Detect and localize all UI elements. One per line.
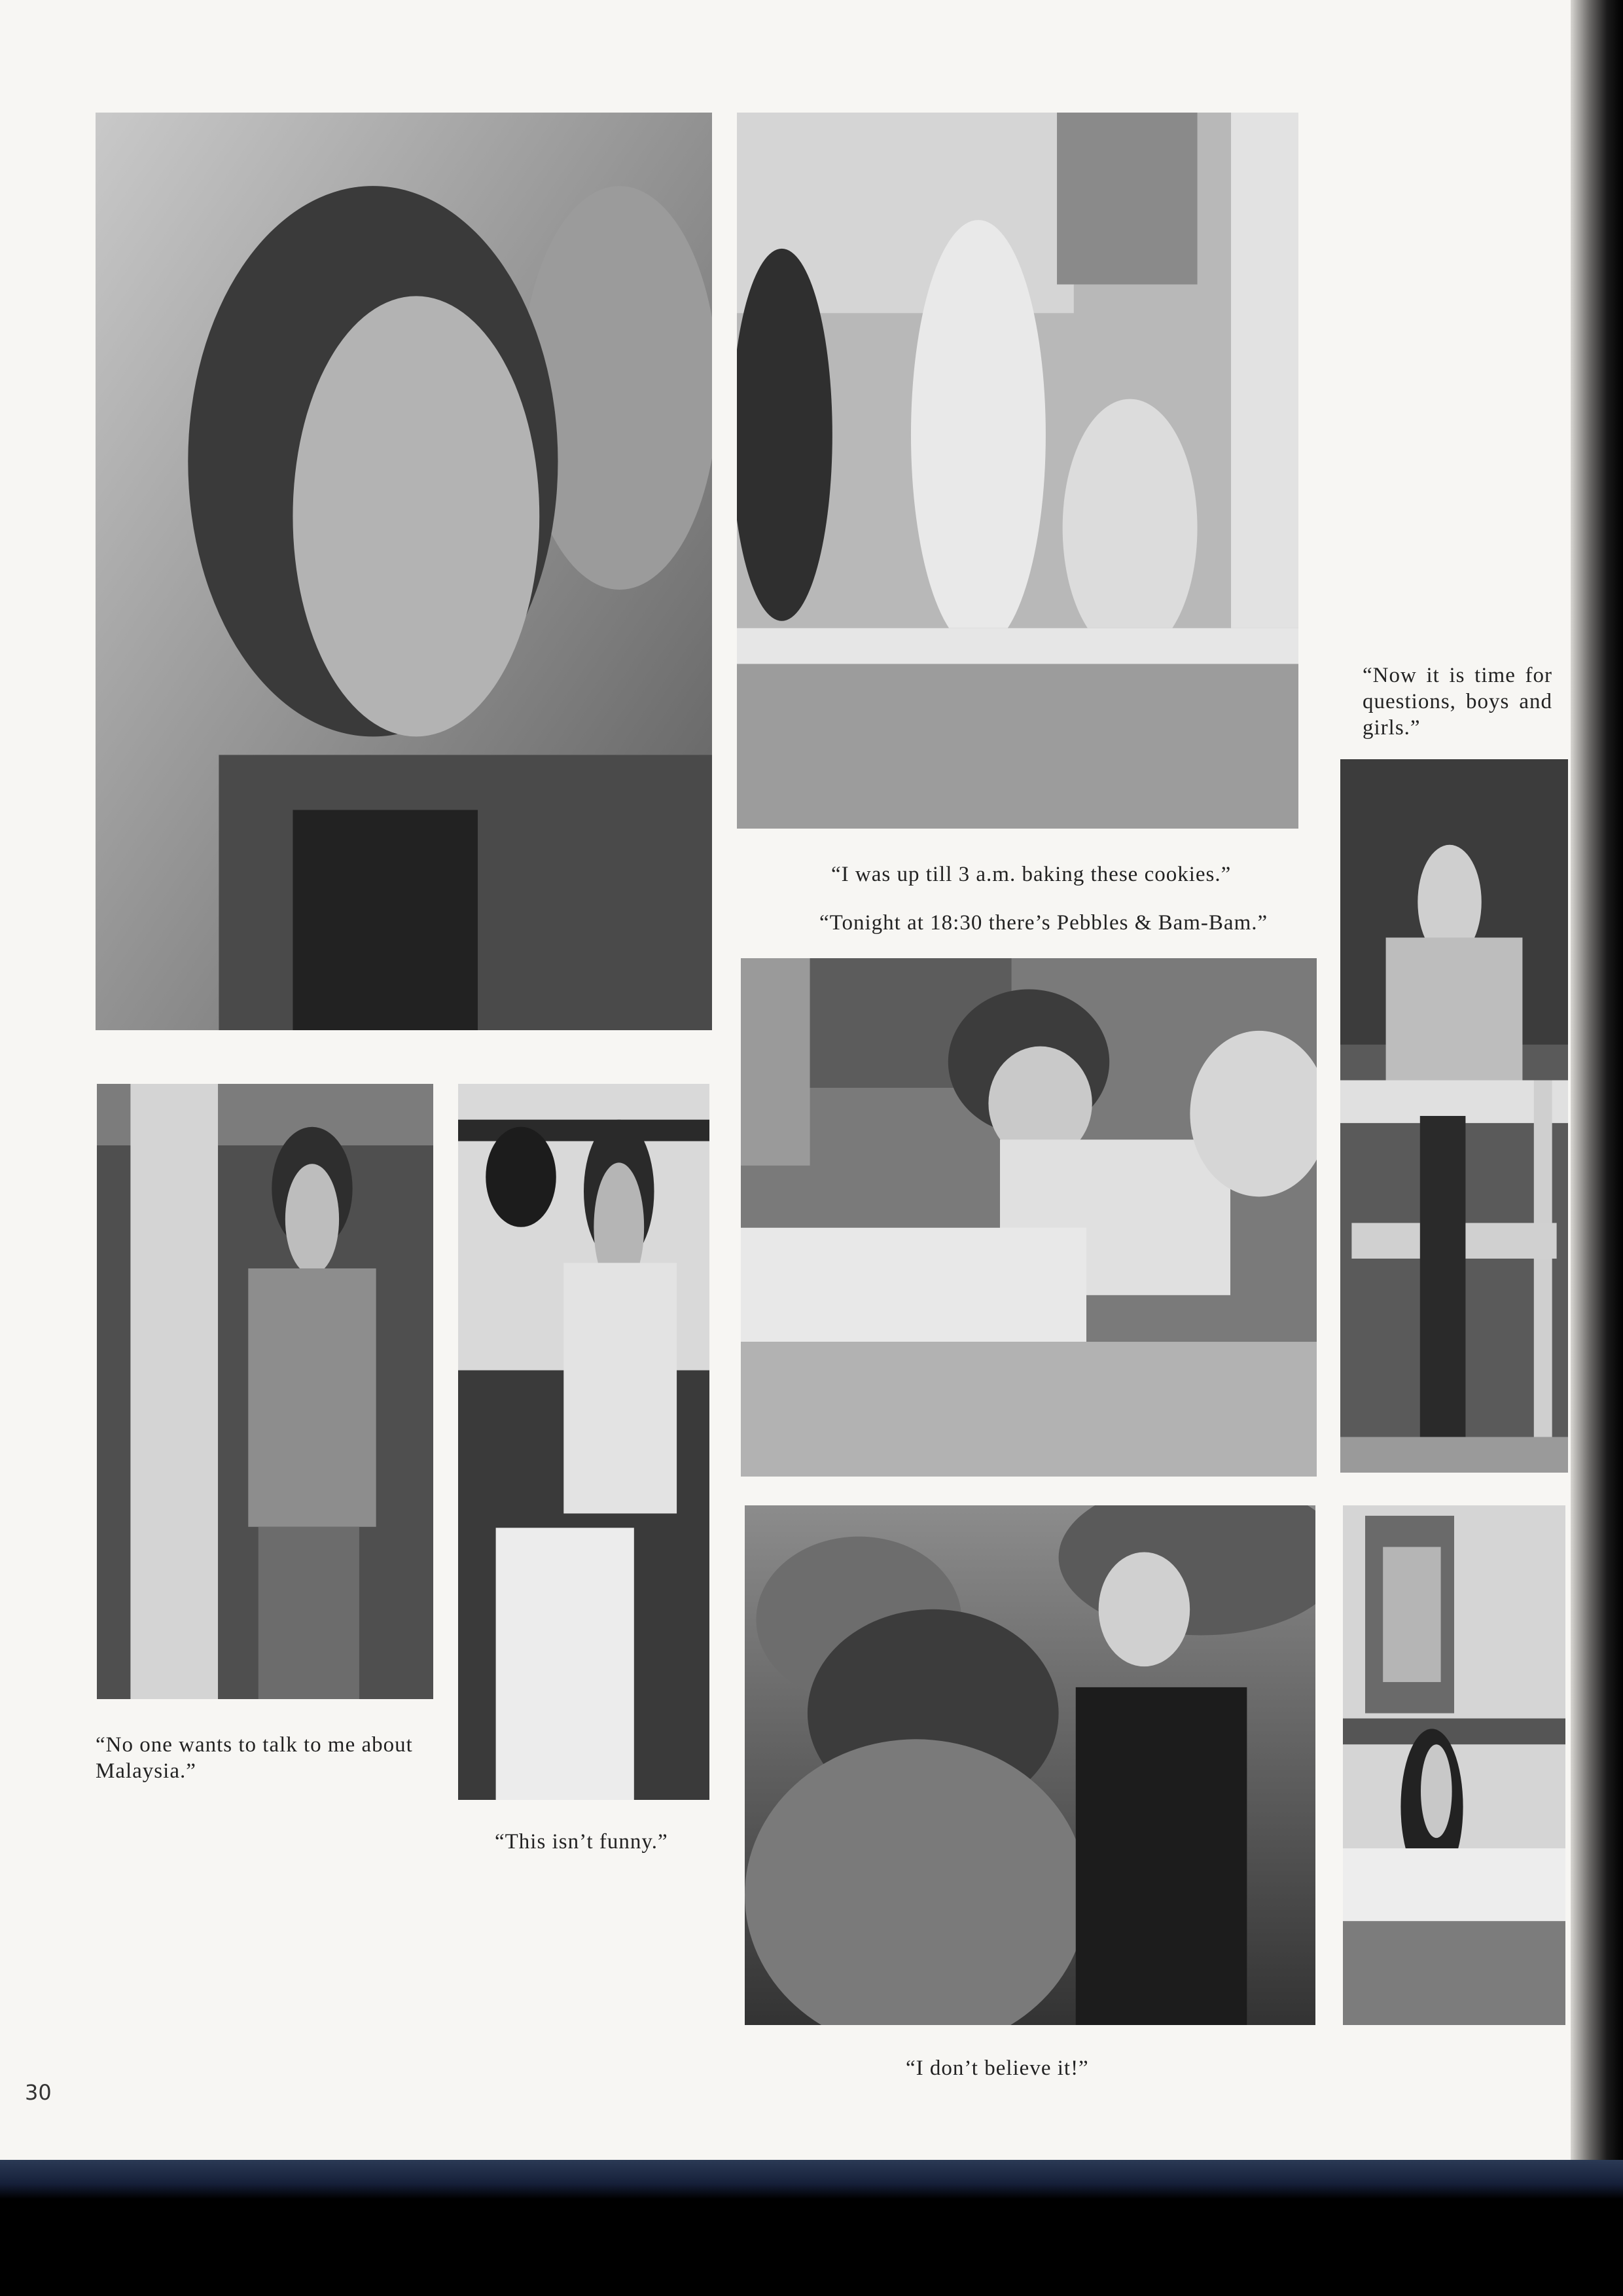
photo-table-tennis xyxy=(458,1084,709,1800)
caption-funny: “This isn’t funny.” xyxy=(495,1830,668,1854)
caption-tonight: “Tonight at 18:30 there’s Pebbles & Bam-Bam.” xyxy=(819,911,1268,935)
photo-outdoor-group xyxy=(745,1505,1315,2025)
caption-believe: “I don’t believe it!” xyxy=(906,2056,1089,2080)
photo-boys-reading xyxy=(741,958,1317,1477)
caption-malaysia: “No one wants to talk to me about Malaysia.” xyxy=(96,1733,413,1783)
caption-questions: “Now it is time for questions, boys and girls.” xyxy=(1363,664,1552,740)
page-number: 30 xyxy=(25,2080,52,2105)
photo-boy-smiling xyxy=(97,1084,433,1699)
photo-classroom-cookies xyxy=(737,113,1298,829)
photo-girl-at-desk xyxy=(1343,1505,1565,2025)
photo-speaker-lectern xyxy=(1340,759,1568,1473)
book-cover-edge xyxy=(0,2160,1623,2199)
caption-cookies: “I was up till 3 a.m. baking these cookies.” xyxy=(831,863,1232,886)
photo-girl-profile xyxy=(96,113,712,1030)
book-spine-shadow xyxy=(1571,0,1623,2160)
